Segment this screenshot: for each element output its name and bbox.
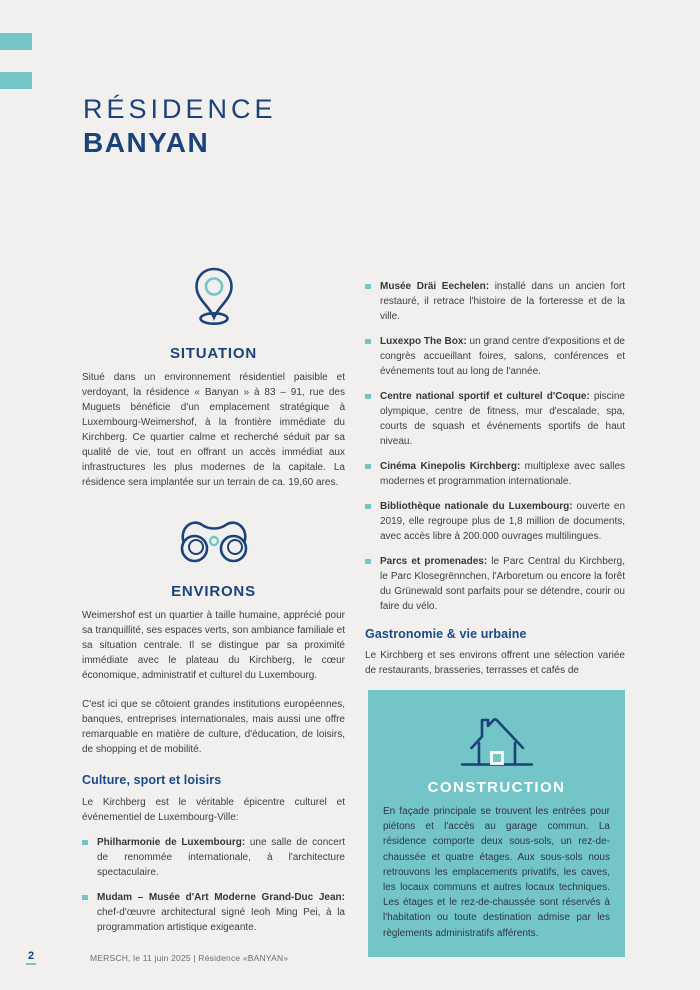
- list-item-lead: Musée Dräi Eechelen:: [380, 281, 490, 292]
- bullet-square-icon: [365, 394, 371, 400]
- list-item-text: chef-d'œuvre architectural signé Ieoh Ming Pei, à la programmation artistique exigeante.: [97, 907, 345, 933]
- footer-text: MERSCH, le 11 juin 2025 | Résidence «BANYAN»: [90, 953, 289, 963]
- situation-paragraph: Situé dans un environnement résidentiel paisible et verdoyant, la résidence « Banyan » à 83 – 91, rue des Muguets bénéficie d'un emplacement stratégique à Luxembourg-Weimershof, à la frontière immédiate du Kirchberg. Ce quartier calme et recherché séduit par sa qualité de vie, tout en offrant un accès immédiat aux infrastructures les plus modernes de la capitale. La résidence sera implantée sur un terrain de ca. 19,60 ares.: [82, 372, 345, 488]
- list-item: [365, 499, 625, 544]
- list-item-lead: Philharmonie de Luxembourg:: [97, 837, 246, 848]
- list-item-text: multiplexe avec salles modernes et programmation internationale.: [380, 461, 626, 487]
- list-item-text: piscine olympique, centre de fitness, mur d'escalade, spa, courts de squash et événements sportifs de haut niveau.: [380, 391, 625, 447]
- location-pin-icon: [82, 266, 345, 331]
- culture-heading: Culture, sport et loisirs: [82, 773, 222, 787]
- construction-paragraph: En façade principale se trouvent les entrées pour piétons et l'accès au garage commun. La résidence comporte deux sous-sols, un rez-de-chaussée et quatre étages. Aux sous-sols nous retrouvons les emplacements privatifs, les caves, les locaux communs et autres locaux techniques. Les étages et le rez-de-chaussée sont réservés à l'habitation ou toute destination admise par les règlements administratifs afférents.: [383, 806, 610, 939]
- list-item-text: ouverte en 2019, elle regroupe plus de 1,8 million de documents, avec accès libre à 200.000 ouvrages multilingues.: [380, 501, 625, 542]
- bullet-square-icon: [365, 339, 371, 345]
- binoculars-icon: [82, 516, 345, 569]
- list-item: [365, 334, 625, 379]
- environs-heading: ENVIRONS: [171, 583, 256, 600]
- accent-bar-top: [0, 33, 32, 50]
- list-item: [82, 835, 345, 880]
- list-item: [365, 389, 625, 449]
- list-item-lead: Mudam – Musée d'Art Moderne Grand-Duc Jean:: [97, 892, 345, 903]
- left-column: [82, 266, 345, 945]
- list-item-lead: Bibliothèque nationale du Luxembourg:: [380, 501, 573, 512]
- culture-intro: Le Kirchberg est le véritable épicentre culturel et événementiel de Luxembourg-Ville:: [82, 797, 345, 823]
- bullet-square-icon: [365, 464, 371, 470]
- list-item-text: installé dans un ancien fort restauré, il retrace l'histoire de la forteresse et de la ville.: [380, 281, 626, 322]
- bullet-square-icon: [365, 284, 371, 290]
- page-number: 2: [26, 950, 36, 965]
- bullet-square-icon: [82, 895, 88, 901]
- situation-heading: SITUATION: [170, 345, 257, 362]
- list-item-text: un grand centre d'expositions et de congrès accueillant foires, salons, conférences et événements tout au long de l'année.: [380, 336, 625, 377]
- house-icon: [383, 705, 610, 774]
- list-item-lead: Parcs et promenades:: [380, 556, 488, 567]
- title-line-residence: RÉSIDENCE: [83, 94, 277, 124]
- list-item: [365, 279, 625, 324]
- environs-paragraph-1: Weimershof est un quartier à taille humaine, apprécié pour sa tranquillité, ses espaces verts, son ambiance familiale et sa situation centrale. Il se distingue par sa proximité immédiate avec le plateau du Kirchberg, le cœur économique, administratif et culturel du Luxembourg.: [82, 610, 345, 681]
- accent-bar-bottom: [0, 72, 32, 89]
- list-item: [82, 890, 345, 935]
- bullet-square-icon: [82, 840, 88, 846]
- right-column: [365, 279, 625, 957]
- list-item-lead: Cinéma Kinepolis Kirchberg:: [380, 461, 521, 472]
- list-item-text: le Parc Central du Kirchberg, le Parc Klosegrënnchen, l'Arboretum ou encore la forêt du Grünewald sont parfaits pour se détendre, courir ou faire du vélo.: [380, 556, 625, 612]
- bullet-square-icon: [365, 559, 371, 565]
- highlights-list: [365, 279, 625, 614]
- environs-paragraph-2: C'est ici que se côtoient grandes institutions européennes, banques, entreprises internationales, mais aussi une offre remarquable en matière de culture, d'éducation, de loisirs, de shopping et de mobilité.: [82, 699, 345, 755]
- page-footer: [0, 950, 700, 966]
- list-item: [365, 554, 625, 614]
- culture-list: [82, 835, 345, 935]
- list-item-text: une salle de concert de renommée internationale, à l'architecture spectaculaire.: [97, 837, 345, 878]
- list-item-lead: Centre national sportif et culturel d'Coque:: [380, 391, 590, 402]
- list-item: [365, 459, 625, 489]
- construction-heading: CONSTRUCTION: [427, 779, 566, 796]
- list-item-lead: Luxexpo The Box:: [380, 336, 467, 347]
- page-title: [83, 92, 277, 159]
- bullet-square-icon: [365, 504, 371, 510]
- gastronomie-paragraph: Le Kirchberg et ses environs offrent une sélection variée de restaurants, brasseries, terrasses et cafés de: [365, 650, 625, 676]
- gastronomie-heading: Gastronomie & vie urbaine: [365, 627, 527, 641]
- construction-box: [368, 690, 625, 957]
- title-line-banyan: BANYAN: [83, 127, 210, 159]
